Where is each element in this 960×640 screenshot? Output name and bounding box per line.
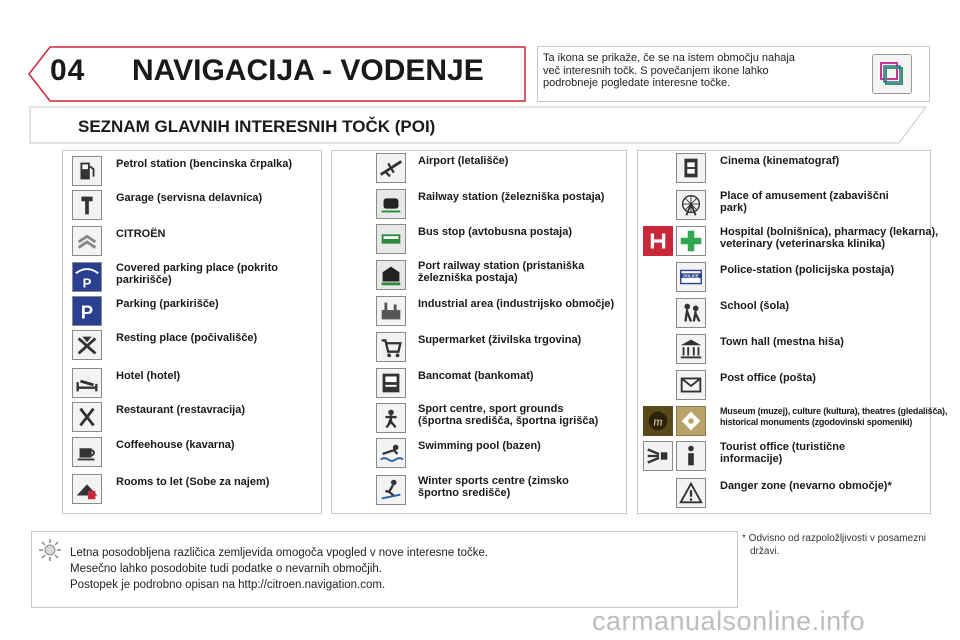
poi-label bbox=[418, 334, 581, 346]
multiple-poi-icon bbox=[872, 54, 912, 94]
poi-label-line-1: School (šola) bbox=[720, 300, 790, 312]
poi-label-line-1: Railway station (železniška postaja) bbox=[418, 191, 605, 203]
poi-label bbox=[720, 190, 889, 214]
poi-label-line-1: Industrial area (industrijsko območje) bbox=[418, 298, 615, 310]
poi-label-line-1: Swimming pool (bazen) bbox=[418, 440, 541, 452]
envelope-icon bbox=[676, 370, 706, 400]
poi-label bbox=[116, 298, 219, 310]
poi-label-line-1: Place of amusement (zabaviščni bbox=[720, 190, 889, 202]
poi-label-line-1: Police-station (policijska postaja) bbox=[720, 264, 895, 276]
poi-label-line-1: Winter sports centre (zimsko bbox=[418, 475, 569, 487]
poi-label-line-1: Coffeehouse (kavarna) bbox=[116, 439, 235, 451]
poi-label bbox=[418, 260, 584, 284]
footnote: * Odvisno od razpoložljivosti v posamezni državi. bbox=[742, 533, 926, 557]
info-text: Letna posodobljena različica zemljevida omogoča vpogled v nove interesne točke. Mesečno lahko posodobite tudi podatke o nevarnih območjih. Postopek je podrobno opisan na http://citroen.navigation.com. bbox=[70, 547, 489, 591]
poi-label bbox=[418, 475, 569, 499]
police-label: POLICE bbox=[683, 273, 699, 279]
bus-icon bbox=[376, 224, 406, 254]
atm-icon bbox=[376, 368, 406, 398]
poi-label-line-1: Cinema (kinematograf) bbox=[720, 155, 840, 167]
skier-icon bbox=[376, 475, 406, 505]
poi-label-line-1: Sport centre, sport grounds bbox=[418, 403, 564, 415]
info-lightbulb-icon bbox=[38, 538, 62, 562]
poi-label bbox=[116, 158, 292, 170]
poi-label bbox=[720, 155, 839, 167]
poi-label bbox=[418, 191, 604, 203]
poi-label-line-2: športno središče) bbox=[418, 487, 511, 499]
hospital-icon bbox=[643, 226, 673, 256]
poi-label-line-1: Hotel (hotel) bbox=[116, 370, 181, 382]
poi-label-line-2: železniška postaja) bbox=[418, 272, 518, 284]
poi-label bbox=[418, 440, 541, 452]
svg-text:m: m bbox=[653, 413, 663, 429]
poi-label bbox=[418, 370, 534, 382]
parking-icon bbox=[72, 296, 102, 326]
poi-label bbox=[116, 332, 257, 344]
poi-label-line-1: Rooms to let (Sobe za najem) bbox=[116, 476, 270, 488]
citroen-logo-icon bbox=[72, 226, 102, 256]
hotel-bed-icon bbox=[72, 368, 102, 398]
industrial-area-icon bbox=[376, 296, 406, 326]
poi-label bbox=[720, 226, 938, 250]
tourist-info-icon bbox=[676, 441, 706, 471]
poi-label-line-1: Tourist office (turistične bbox=[720, 441, 846, 453]
ferris-wheel-icon bbox=[676, 190, 706, 220]
poi-label-line-1: Port railway station (pristaniška bbox=[418, 260, 585, 272]
danger-zone-icon bbox=[676, 478, 706, 508]
poi-label-line-1: Danger zone (nevarno območje)* bbox=[720, 480, 892, 492]
rooms-to-let-icon bbox=[72, 474, 102, 504]
airplane-icon bbox=[376, 153, 406, 183]
poi-label-line-1: Covered parking place (pokrito bbox=[116, 262, 278, 274]
poi-label-line-2: veterinary (veterinarska klinika) bbox=[720, 238, 886, 250]
poi-label bbox=[116, 192, 262, 204]
poi-label bbox=[720, 336, 844, 348]
poi-label bbox=[720, 372, 816, 384]
poi-label-line-1: Airport (letališče) bbox=[418, 155, 509, 167]
tourist-speaker-icon bbox=[643, 441, 673, 471]
chapter-number: 04 bbox=[50, 54, 86, 87]
note-text: Ta ikona se prikaže, če se na istem območju nahaja več interesnih točk. S povečanjem ikone lahko podrobneje pogledate interesne točke. bbox=[543, 52, 795, 89]
svg-text:P: P bbox=[82, 275, 92, 291]
wrench-icon bbox=[72, 190, 102, 220]
poi-label-line-1: Restaurant (restavracija) bbox=[116, 404, 246, 416]
poi-label bbox=[418, 226, 572, 238]
poi-label-line-1: Parking (parkirišče) bbox=[116, 298, 219, 310]
film-icon bbox=[676, 153, 706, 183]
poi-label bbox=[720, 300, 789, 312]
poi-label bbox=[720, 480, 892, 492]
fork-knife-icon bbox=[72, 402, 102, 432]
poi-label-line-2: informacije) bbox=[720, 453, 783, 465]
watermark: carmanualsonline.info bbox=[592, 606, 866, 636]
pharmacy-icon bbox=[676, 226, 706, 256]
poi-label-line-1: Bancomat (bankomat) bbox=[418, 370, 534, 382]
poi-label bbox=[720, 264, 894, 276]
poi-label-line-1: Garage (servisna delavnica) bbox=[116, 192, 263, 204]
shopping-cart-icon bbox=[376, 332, 406, 362]
poi-label bbox=[116, 370, 180, 382]
poi-label-line-1: Post office (pošta) bbox=[720, 372, 816, 384]
svg-text:P: P bbox=[80, 301, 94, 323]
poi-label-line-1: Museum (muzej), culture (kultura), theatres (gledališča), bbox=[720, 406, 948, 416]
port-railway-icon bbox=[376, 260, 406, 290]
police-icon bbox=[676, 262, 706, 292]
poi-label-line-1: CITROËN bbox=[116, 228, 166, 240]
poi-label-line-2: parkirišče) bbox=[116, 274, 172, 286]
coffee-cup-icon bbox=[72, 437, 102, 467]
poi-label-line-1: Bus stop (avtobusna postaja) bbox=[418, 226, 573, 238]
school-children-icon bbox=[676, 298, 706, 328]
fuel-pump-icon bbox=[72, 156, 102, 186]
chapter-title: NAVIGACIJA - VODENJE bbox=[132, 54, 484, 87]
poi-label bbox=[418, 403, 598, 427]
poi-label-line-1: Hospital (bolnišnica), pharmacy (lekarna), bbox=[720, 226, 939, 238]
poi-label-line-2: historical monuments (zgodovinski spomeniki) bbox=[720, 416, 913, 427]
poi-label bbox=[116, 262, 278, 286]
museum-icon bbox=[643, 406, 673, 436]
poi-label bbox=[418, 155, 508, 167]
poi-label-line-1: Supermarket (živilska trgovina) bbox=[418, 334, 582, 346]
train-icon bbox=[376, 189, 406, 219]
covered-parking-icon bbox=[72, 262, 102, 292]
poi-label-line-1: Resting place (počivališče) bbox=[116, 332, 258, 344]
poi-label bbox=[116, 228, 166, 240]
poi-label bbox=[720, 406, 947, 427]
poi-label bbox=[720, 441, 845, 465]
poi-label-line-2: park) bbox=[720, 202, 747, 214]
sport-centre-icon bbox=[376, 403, 406, 433]
resting-place-icon bbox=[72, 330, 102, 360]
poi-label-line-2: (športna središča, športna igrišča) bbox=[418, 415, 599, 427]
poi-label bbox=[116, 439, 235, 451]
poi-label bbox=[418, 298, 614, 310]
poi-label bbox=[116, 476, 269, 488]
poi-label bbox=[116, 404, 245, 416]
town-hall-icon bbox=[676, 334, 706, 364]
swimmer-icon bbox=[376, 438, 406, 468]
section-title: SEZNAM GLAVNIH INTERESNIH TOČK (POI) bbox=[78, 117, 436, 136]
poi-label-line-1: Town hall (mestna hiša) bbox=[720, 336, 844, 348]
monument-icon bbox=[676, 406, 706, 436]
poi-label-line-1: Petrol station (bencinska črpalka) bbox=[116, 158, 293, 170]
